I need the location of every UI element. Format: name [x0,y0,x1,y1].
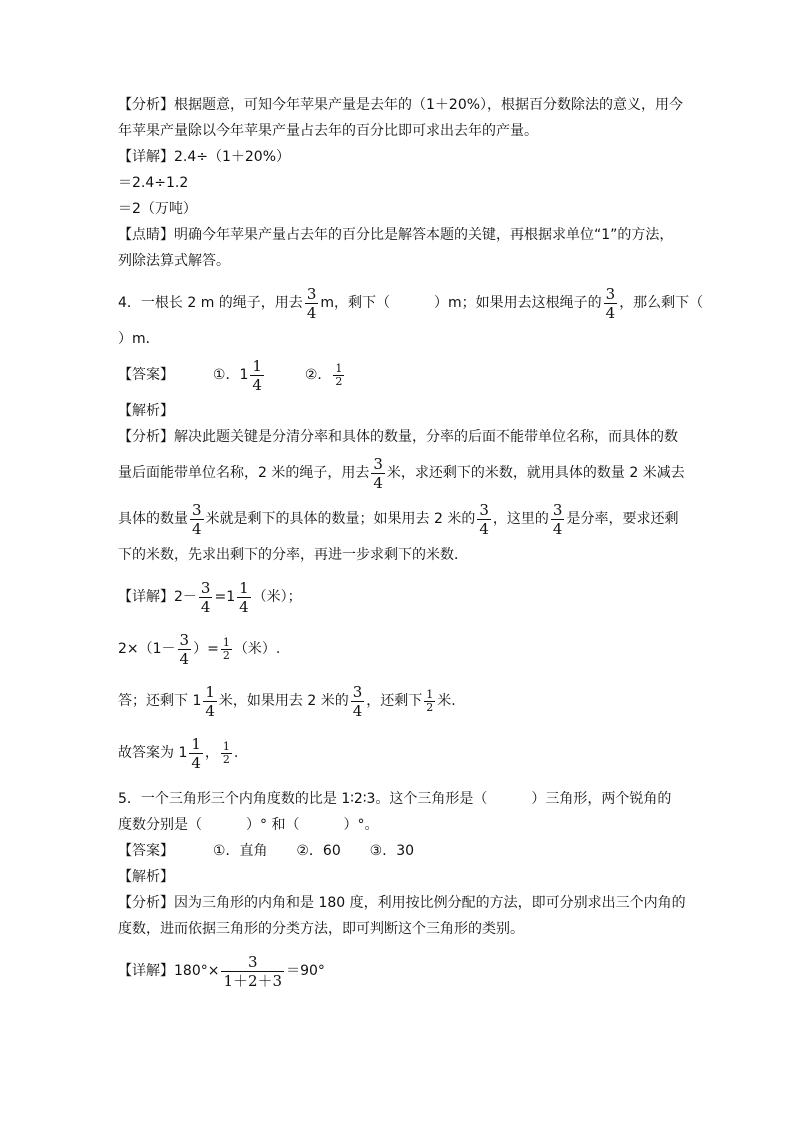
answer-2: ②． [304,367,332,383]
fraction-three-fourths: $\frac{3}{4}$ [192,500,202,538]
q4-reply-line: 答；还剩下 1 $\frac{1}{4}$ 米，如果用去 2 米的 $\frac{3}{4}$ ，还剩下 $\frac{1}{2}$ 米. [118,682,456,720]
answer-2: ②．60 [296,843,341,859]
answer-1: ①．直角 [212,843,268,859]
fraction-three-fourths: $\frac{3}{4}$ [200,578,211,616]
fraction-three-fourths: $\frac{3}{4}$ [479,500,489,538]
fraction-three-fourths: $\frac{3}{4}$ [605,284,616,322]
q4-analysis-line-4: 下的米数，先求出剩下的分率，再进一步求剩下的米数． [118,547,468,563]
q5-jiexi-label: 【解析】 [118,869,174,885]
fraction-three-fourths: $\frac{3}{4}$ [552,500,563,538]
q3-tip-line-2: 列除法算式解答。 [118,253,230,269]
fraction-three-fourths: $\frac{3}{4}$ [179,630,190,668]
q5-analysis-line-2: 度数，进而依据三角形的分类方法，即可判断这个三角形的类别。 [118,921,524,937]
q5-stem-line-2: 度数分别是（ ）° 和（ ）°。 [118,817,379,833]
fraction-one-half: $\frac{1}{2}$ [222,635,230,662]
fraction-one-half: $\frac{1}{2}$ [426,687,434,714]
q4-stem-text: 4．一根长 2 m 的绳子，用去 [118,295,303,311]
q5-stem-line-1: 5．一个三角形三个内角度数的比是 1∶2∶3。这个三角形是（ ）三角形，两个锐角的 [118,791,672,807]
q4-analysis-line-2: 量后面能带单位名称，2 米的绳子，用去 $\frac{3}{4}$ 米，求还剩下的米数，就用具体的数量 2 米减去 [118,454,685,492]
fraction-one-fourth: $\frac{1}{4}$ [252,356,262,394]
q4-detail-line-2: 2×（1－ $\frac{3}{4}$ ）= $\frac{1}{2}$ （米）. [118,630,281,668]
answer-3: ③．30 [369,843,415,859]
fraction-one-fourth: $\frac{1}{4}$ [239,578,249,616]
q4-answer-line [118,352,678,398]
q5-analysis-line-1: 【分析】因为三角形的内角和是 180 度，利用按比例分配的方法，即可分别求出三个内角的 [118,895,686,911]
q4-stem-line-2: ）m． [118,331,160,347]
fraction-three-fourths: $\frac{3}{4}$ [352,682,363,720]
q4-jiexi-label: 【解析】 [118,403,174,419]
fraction-one-half: $\frac{1}{2}$ [222,739,230,766]
q3-analysis-line-2: 年苹果产量除以今年苹果产量占去年的百分比即可求出去年的产量。 [118,123,538,139]
document-page [118,92,704,994]
q4-conclusion-line: 故答案为 1 $\frac{1}{4}$ ， $\frac{1}{2}$ . [118,734,239,772]
q3-analysis-line-1: 【分析】根据题意，可知今年苹果产量是去年的（1＋20%），根据百分数除法的意义，用今 [118,97,684,113]
q5-answer-line [118,838,678,864]
q5-detail-line: 【详解】180°× $\frac{3}{1+2+3}$ ＝90° [118,952,325,990]
fraction-three-fourths: $\frac{3}{4}$ [373,454,383,492]
fraction-one-fourth: $\frac{1}{4}$ [191,734,201,772]
q3-detail-line-2: ＝2.4÷1.2 [118,175,189,191]
q4-stem-line-1: 4．一根长 2 m 的绳子，用去 $\frac{3}{4}$ m，剩下（ ）m；如果用去这根绳子的 $\frac{3}{4}$ ，那么剩下（ [118,284,704,322]
q3-tip-line-1: 【点睛】明确今年苹果产量占去年的百分比是解答本题的关键，再根据求单位“1”的方法， [118,227,674,243]
q4-analysis-line-3: 具体的数量 $\frac{3}{4}$ 米就是剩下的具体的数量；如果用去 2 米的 $\frac{3}{4}$ ，这里的 $\frac{3}{4}$ 是分率，要求还剩 [118,500,679,538]
q4-detail-line-1: 【详解】2－ $\frac{3}{4}$ =1 $\frac{1}{4}$ （米）； [118,578,302,616]
answer-label: 【答案】 [118,843,174,859]
q4-analysis-line-1: 【分析】解决此题关键是分清分率和具体的数量，分率的后面不能带单位名称，而具体的数 [118,429,678,445]
fraction-one-half: $\frac{1}{2}$ [335,361,343,388]
answer-label: 【答案】 [118,367,174,383]
answer-1: ①．1 [212,367,249,383]
fraction-three-over-sum: $\frac{3}{1+2+3}$ [223,952,283,990]
q3-detail-line-1: 【详解】2.4÷（1＋20%） [118,149,291,165]
q3-detail-line-3: ＝2（万吨） [118,201,197,217]
fraction-one-fourth: $\frac{1}{4}$ [205,682,215,720]
fraction-three-fourths: $\frac{3}{4}$ [306,284,317,322]
